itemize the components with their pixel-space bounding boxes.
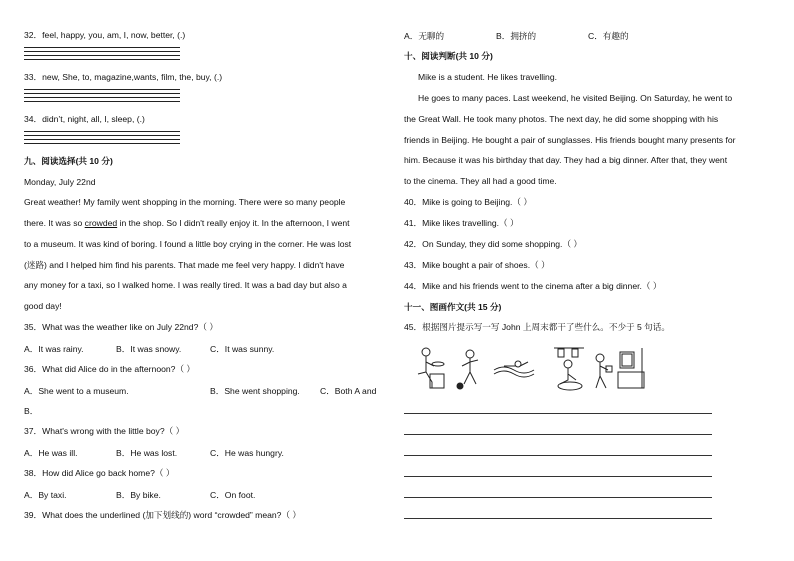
option-38-b[interactable]: B．By bike. [116,490,161,500]
option-38-a[interactable]: A．By taxi. [24,490,67,500]
question-36: 36．What did Alice do in the afternoon?（ ） [24,364,196,374]
option-35-c[interactable]: C．It was sunny. [210,344,275,354]
reading-line-5: him. Because it was his birthday that day. They had a big dinner. After that, they went [404,155,728,165]
question-45: 45．根据图片提示写一写 John 上周末都干了些什么。不少于 5 句话。 [404,322,670,332]
reading-line-3: the Great Wall. He took many photos. The next day, he did some shopping with his [404,114,719,124]
option-35-b[interactable]: B．It was snowy. [116,344,182,354]
question-35: 35．What was the weather like on July 22nd?（ ） [24,322,218,332]
writing-line-2[interactable] [404,434,712,435]
reading-line-1: Mike is a student. He likes travelling. [418,72,557,82]
section-10-heading: 十、阅读判断(共 10 分) [404,51,493,61]
section-9-heading: 九、阅读选择(共 10 分) [24,156,113,166]
passage-line-4: (迷路) and I helped him find his parents. That made me feel very happy. I didn't have [24,260,345,270]
option-37-c[interactable]: C．He was hungry. [210,448,284,458]
option-39-b[interactable]: B．拥挤的 [496,31,537,41]
option-35-a[interactable]: A．It was rainy. [24,344,84,354]
section-11-heading: 十一、图画作文(共 15 分) [404,302,502,312]
question-32: 32．feel, happy, you, am, I, now, better, (.) [24,30,186,40]
option-36-a[interactable]: A．She went to a museum. [24,386,129,396]
question-34: 34．didn’t, night, all, I, sleep, (.) [24,114,145,124]
question-40[interactable]: 40．Mike is going to Beijing.（ ） [404,197,533,207]
option-36-c[interactable]: C．Both A and [320,386,377,396]
question-44[interactable]: 44．Mike and his friends went to the cinema after a big dinner.（ ） [404,281,662,291]
eating-picture-icon [418,348,444,388]
passage-line-3: to a museum. It was kind of boring. I found a little boy crying in the corner. He was lost [24,239,352,249]
passage-line-2: there. It was so crowded in the shop. So I didn't really enjoy it. In the afternoon, I went [24,218,350,228]
passage-date: Monday, July 22nd [24,177,96,187]
answer-lines-34[interactable] [24,131,180,147]
picture-prompts [414,344,654,394]
option-36-b[interactable]: B．She went shopping. [210,386,300,396]
passage-line-5: any money for a taxi, so I walked home. I was really tired. It was a bad day but also a [24,280,347,290]
question-39: 39．What does the underlined (加下划线的) word “crowded” mean?（ ） [24,510,302,520]
reading-line-6: to the cinema. They all had a good time. [404,176,557,186]
answer-lines-33[interactable] [24,89,180,105]
question-37: 37．What's wrong with the little boy?（ ） [24,426,185,436]
reading-line-2: He goes to many paces. Last weekend, he visited Beijing. On Saturday, he went to [418,93,733,103]
writing-line-4[interactable] [404,476,712,477]
option-36-c-cont: B． [24,406,39,416]
question-33: 33．new, She, to, magazine,wants, film, the, buy, (.) [24,72,223,82]
swimming-picture-icon [494,361,534,377]
writing-line-6[interactable] [404,518,712,519]
answer-lines-32[interactable] [24,47,180,63]
question-38: 38．How did Alice go back home?（ ） [24,468,175,478]
question-42[interactable]: 42．On Sunday, they did some shopping.（ ） [404,239,583,249]
washing-picture-icon [554,348,584,390]
passage-line-1: Great weather! My family went shopping in the morning. There were so many people [24,197,346,207]
reading-picture-icon [596,354,612,388]
tv-picture-icon [618,348,644,388]
writing-line-5[interactable] [404,497,712,498]
option-39-c[interactable]: C．有趣的 [588,31,629,41]
writing-line-1[interactable] [404,413,712,414]
option-37-a[interactable]: A．He was ill. [24,448,78,458]
option-38-c[interactable]: C．On foot. [210,490,256,500]
option-37-b[interactable]: B．He was lost. [116,448,178,458]
football-picture-icon [457,350,478,389]
reading-line-4: friends in Beijing. He bought a pair of sunglasses. His friends bought many presents for [404,135,736,145]
question-41[interactable]: 41．Mike likes travelling.（ ） [404,218,519,228]
writing-line-3[interactable] [404,455,712,456]
passage-line-6: good day! [24,301,62,311]
option-39-a[interactable]: A．无聊的 [404,31,445,41]
question-43[interactable]: 43．Mike bought a pair of shoes.（ ） [404,260,550,270]
underlined-word: crowded [84,218,118,228]
